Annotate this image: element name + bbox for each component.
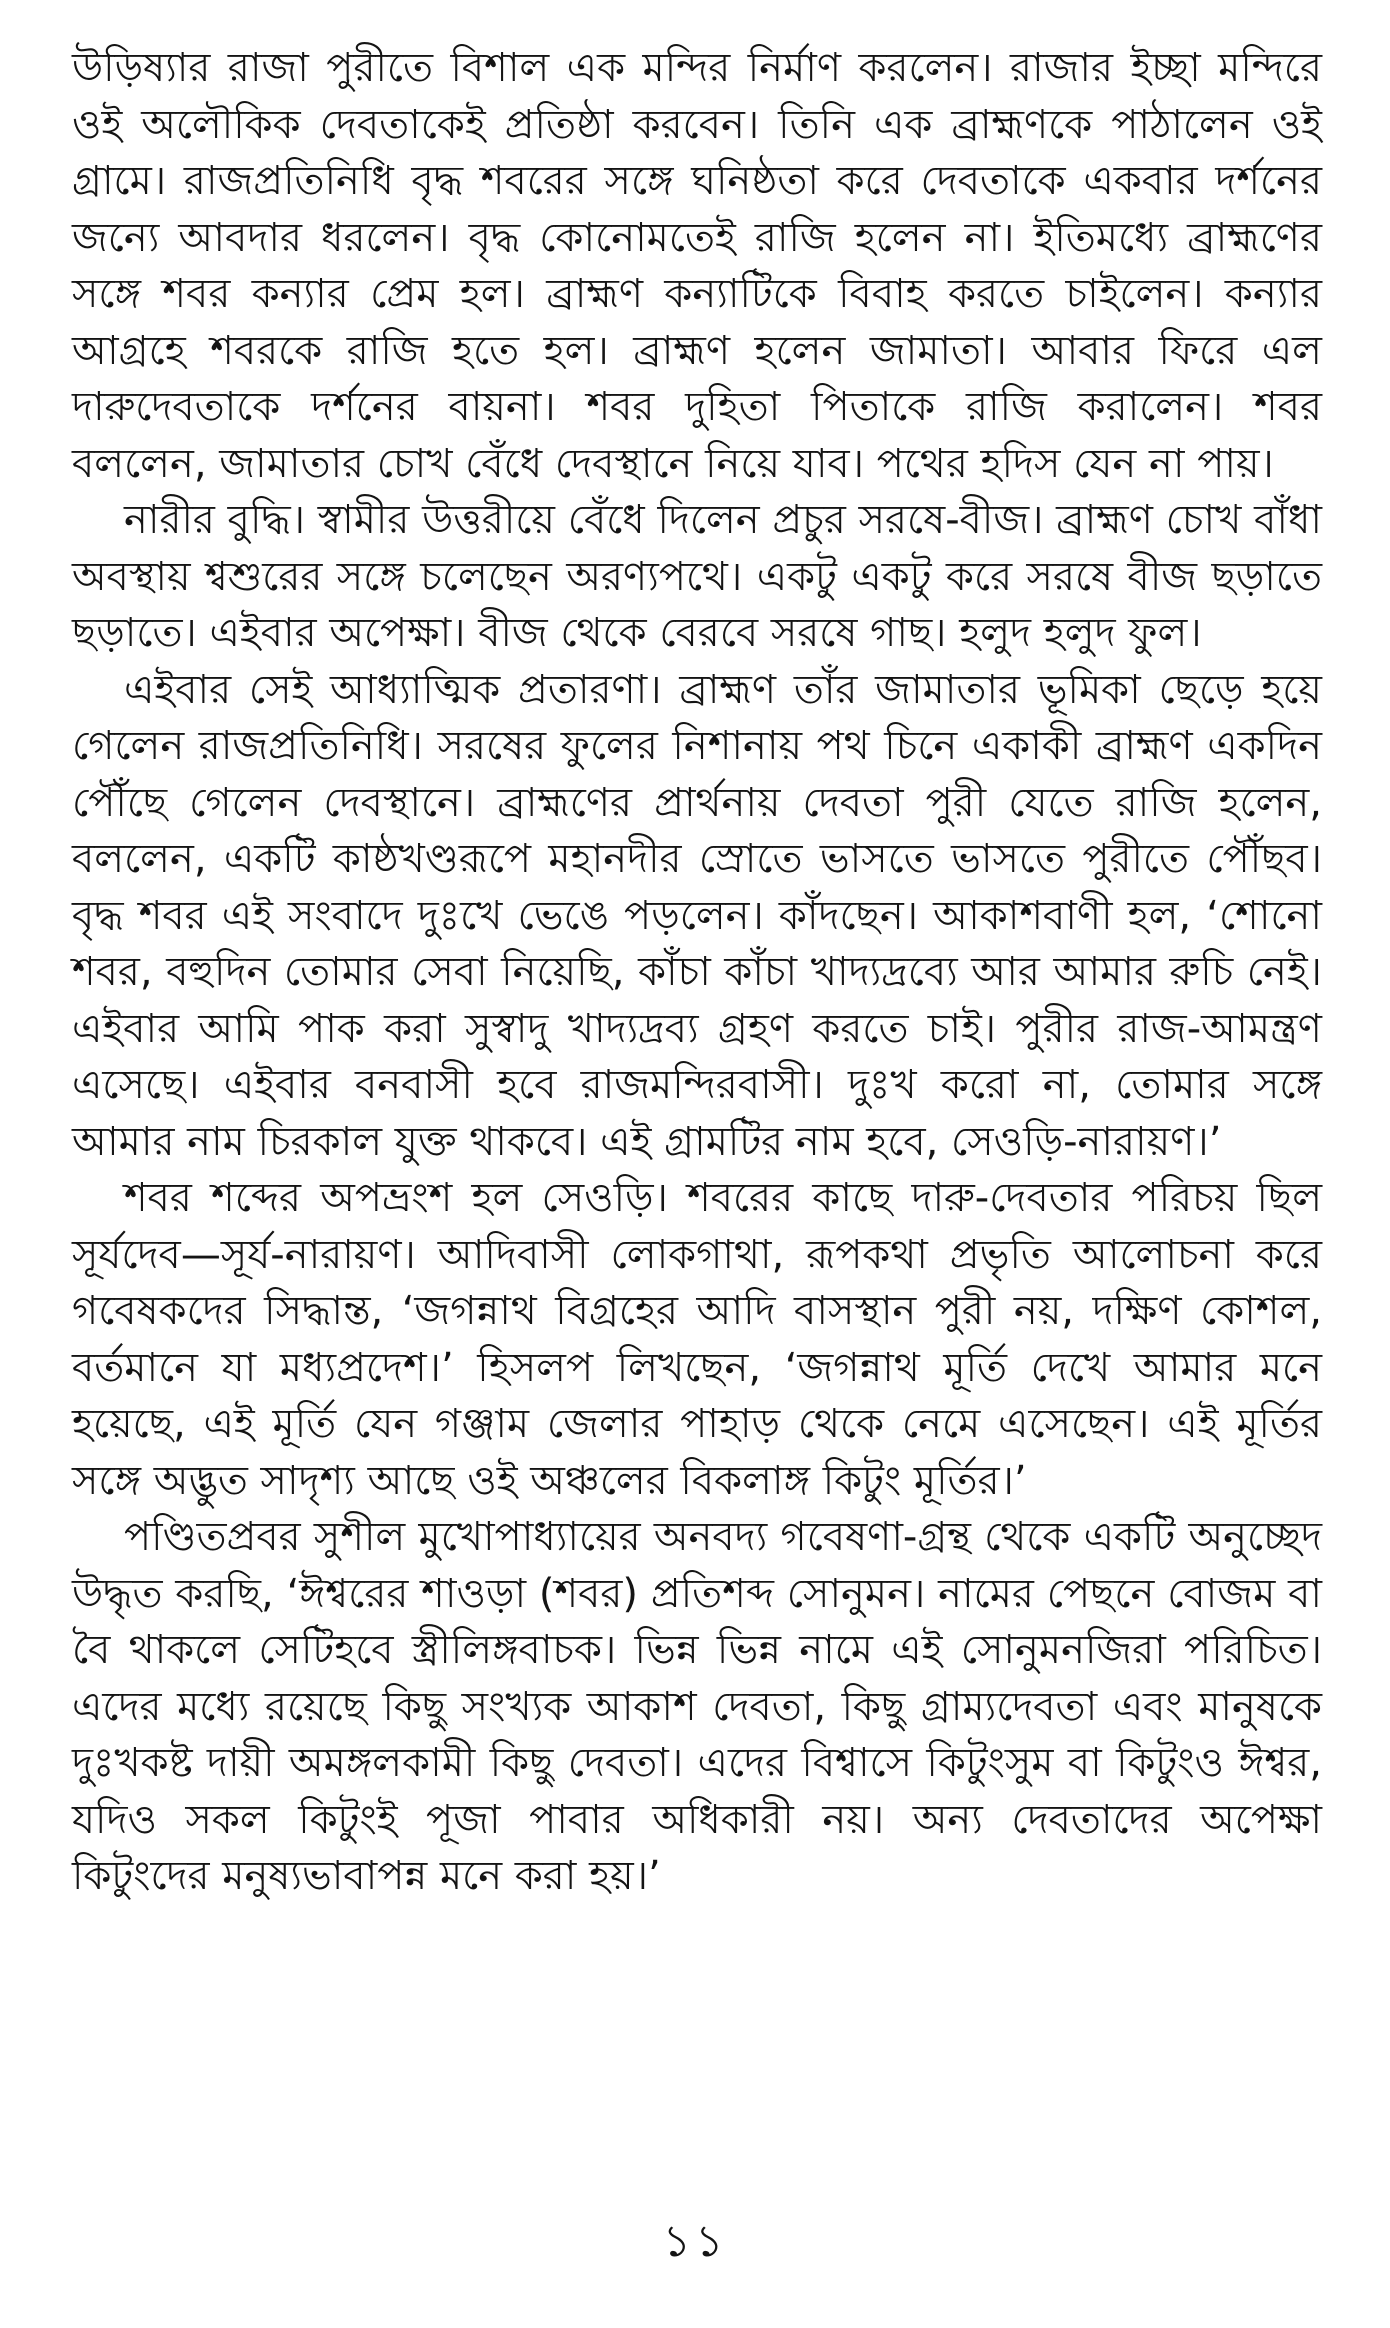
paragraph-2: নারীর বুদ্ধি। স্বামীর উত্তরীয়ে বেঁধে দিলেন প্রচুর সরষে-বীজ। ব্রাহ্মণ চোখ বাঁধা অবস্থায় শ্বশুরের সঙ্গে চলেছেন অরণ্যপথে। একটু একটু করে সরষে বীজ ছড়াতে ছড়াতে। এইবার অপেক্ষা। বীজ থেকে বেরবে সরষে গাছ। হলুদ হলুদ ফুল।: [72, 497, 1322, 656]
paragraph-4: শবর শব্দের অপভ্রংশ হল সেওড়ি। শবরের কাছে দারু-দেবতার পরিচয় ছিল সূর্যদেব—সূর্য-নারায়ণ। আদিবাসী লোকগাথা, রূপকথা প্রভৃতি আলোচনা করে গবেষকদের সিদ্ধান্ত, ‘জগন্নাথ বিগ্রহের আদি বাসস্থান পুরী নয়, দক্ষিণ কোশল, বর্তমানে যা মধ্যপ্রদেশ।’ হিসলপ লিখছেন, ‘জগন্নাথ মূর্তি দেখে আমার মনে হয়েছে, এই মূর্তি যেন গঞ্জাম জেলার পাহাড় থেকে নেমে এসেছেন। এই মূর্তির সঙ্গে অদ্ভুত সাদৃশ্য আছে ওই অঞ্চলের বিকলাঙ্গ কিটুং মূর্তির।’: [72, 1175, 1322, 1504]
page-number: ১১: [662, 2216, 728, 2267]
page-body: [72, 40, 1322, 1905]
paragraph-1: উড়িষ্যার রাজা পুরীতে বিশাল এক মন্দির নির্মাণ করলেন। রাজার ইচ্ছা মন্দিরে ওই অলৌকিক দেবতাকেই প্রতিষ্ঠা করবেন। তিনি এক ব্রাহ্মণকে পাঠালেন ওই গ্রামে। রাজপ্রতিনিধি বৃদ্ধ শবরের সঙ্গে ঘনিষ্ঠতা করে দেবতাকে একবার দর্শনের জন্যে আবদার ধরলেন। বৃদ্ধ কোনোমতেই রাজি হলেন না। ইতিমধ্যে ব্রাহ্মণের সঙ্গে শবর কন্যার প্রেম হল। ব্রাহ্মণ কন্যাটিকে বিবাহ করতে চাইলেন। কন্যার আগ্রহে শবরকে রাজি হতে হল। ব্রাহ্মণ হলেন জামাতা। আবার ফিরে এল দারুদেবতাকে দর্শনের বায়না। শবর দুহিতা পিতাকে রাজি করালেন। শবর বললেন, জামাতার চোখ বেঁধে দেবস্থানে নিয়ে যাব। পথের হদিস যেন না পায়।: [72, 45, 1322, 487]
paragraph-3: এইবার সেই আধ্যাত্মিক প্রতারণা। ব্রাহ্মণ তাঁর জামাতার ভূমিকা ছেড়ে হয়ে গেলেন রাজপ্রতিনিধি। সরষের ফুলের নিশানায় পথ চিনে একাকী ব্রাহ্মণ একদিন পৌঁছে গেলেন দেবস্থানে। ব্রাহ্মণের প্রার্থনায় দেবতা পুরী যেতে রাজি হলেন, বললেন, একটি কাষ্ঠখণ্ডরূপে মহানদীর স্রোতে ভাসতে ভাসতে পুরীতে পৌঁছব। বৃদ্ধ শবর এই সংবাদে দুঃখে ভেঙে পড়লেন। কাঁদছেন। আকাশবাণী হল, ‘শোনো শবর, বহুদিন তোমার সেবা নিয়েছি, কাঁচা কাঁচা খাদ্যদ্রব্যে আর আমার রুচি নেই। এইবার আমি পাক করা সুস্বাদু খাদ্যদ্রব্য গ্রহণ করতে চাই। পুরীর রাজ-আমন্ত্রণ এসেছে। এইবার বনবাসী হবে রাজমন্দিরবাসী। দুঃখ করো না, তোমার সঙ্গে আমার নাম চিরকাল যুক্ত থাকবে। এই গ্রামটির নাম হবে, সেওড়ি-নারায়ণ।’: [72, 666, 1322, 1165]
paragraph-5: পণ্ডিতপ্রবর সুশীল মুখোপাধ্যায়ের অনবদ্য গবেষণা-গ্রন্থ থেকে একটি অনুচ্ছেদ উদ্ধৃত করছি, ‘ঈশ্বরের শাওড়া (শবর) প্রতিশব্দ সোনুমন। নামের পেছনে বোজম বা বৈ থাকলে সেটিহবে স্ত্রীলিঙ্গবাচক। ভিন্ন ভিন্ন নামে এই সোনুমনজিরা পরিচিত। এদের মধ্যে রয়েছে কিছু সংখ্যক আকাশ দেবতা, কিছু গ্রাম্যদেবতা এবং মানুষকে দুঃখকষ্ট দায়ী অমঙ্গলকামী কিছু দেবতা। এদের বিশ্বাসে কিটুংসুম বা কিটুংও ঈশ্বর, যদিও সকল কিটুংই পূজা পাবার অধিকারী নয়। অন্য দেবতাদের অপেক্ষা কিটুংদের মনুষ্যভাবাপন্ন মনে করা হয়।’: [72, 1514, 1322, 1899]
